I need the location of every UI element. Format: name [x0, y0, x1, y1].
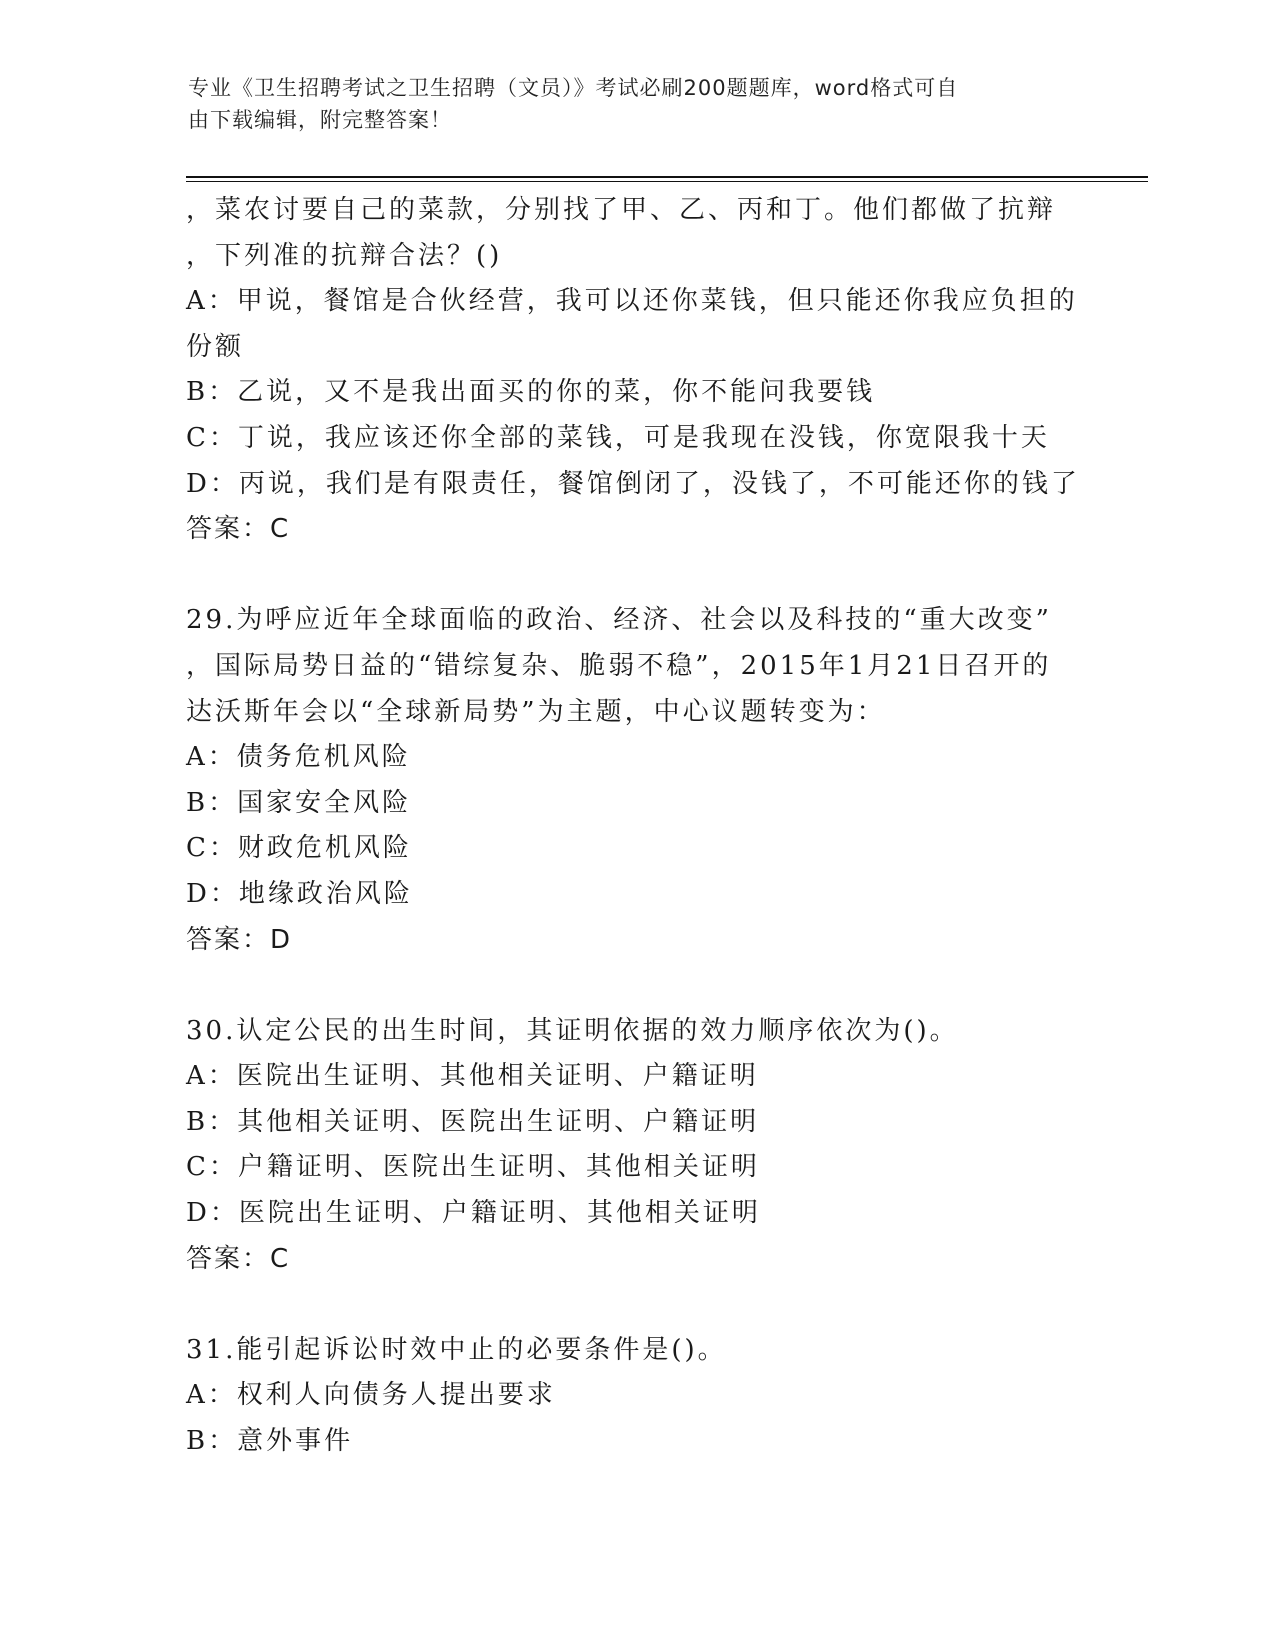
answer-label: 答案：C	[186, 1243, 291, 1274]
question-list	[186, 188, 1086, 1465]
option-d: D：医院出生证明、户籍证明、其他相关证明	[186, 1198, 761, 1229]
question-28	[186, 188, 1086, 553]
option-c: C：财政危机风险	[186, 833, 412, 864]
spacer	[186, 1282, 1086, 1328]
header-divider-thin	[186, 181, 1148, 182]
option-d: D：丙说，我们是有限责任，餐馆倒闭了，没钱了，不可能还你的钱了	[186, 468, 1080, 499]
option-a: A：权利人向债务人提出要求	[186, 1380, 556, 1411]
document-header	[188, 72, 1068, 136]
question-29	[186, 598, 1086, 963]
spacer	[186, 553, 1086, 599]
option-a: A：债务危机风险	[186, 742, 411, 773]
option-b: B：其他相关证明、医院出生证明、户籍证明	[186, 1106, 760, 1137]
header-title-line-2: 由下载编辑，附完整答案！	[188, 108, 452, 132]
header-title-line-1: 专业《卫生招聘考试之卫生招聘（文员）》考试必刷200题题库，word格式可自	[188, 76, 959, 100]
question-stem: 31.能引起诉讼时效中止的必要条件是()。	[186, 1334, 727, 1365]
question-30	[186, 1009, 1086, 1283]
option-b: B：意外事件	[186, 1426, 354, 1457]
question-stem: 达沃斯年会以“全球新局势”为主题，中心议题转变为：	[186, 696, 886, 727]
option-b: B：乙说，又不是我出面买的你的菜，你不能问我要钱	[186, 377, 876, 408]
option-d: D：地缘政治风险	[186, 878, 413, 909]
option-c: C：户籍证明、医院出生证明、其他相关证明	[186, 1152, 760, 1183]
question-31	[186, 1328, 1086, 1465]
spacer	[186, 963, 1086, 1009]
option-a: A：医院出生证明、其他相关证明、户籍证明	[186, 1061, 759, 1092]
option-a: A：甲说，餐馆是合伙经营，我可以还你菜钱，但只能还你我应负担的	[186, 286, 1078, 317]
question-stem: 29.为呼应近年全球面临的政治、经济、社会以及科技的“重大改变”	[186, 605, 1052, 636]
answer-label: 答案：C	[186, 514, 291, 545]
question-stem: ，菜农讨要自己的菜款，分别找了甲、乙、丙和丁。他们都做了抗辩	[186, 195, 1057, 225]
option-b: B：国家安全风险	[186, 787, 412, 818]
question-stem: ，国际局势日益的“错综复杂、脆弱不稳”，2015年1月21日召开的	[186, 650, 1052, 681]
header-divider-thick	[186, 176, 1148, 178]
option-a-continued: 份额	[186, 331, 245, 362]
option-c: C：丁说，我应该还你全部的菜钱，可是我现在没钱，你宽限我十天	[186, 422, 1050, 453]
answer-label: 答案：D	[186, 924, 293, 955]
question-stem: ，下列准的抗辩合法？()	[186, 240, 503, 271]
question-stem: 30.认定公民的出生时间，其证明依据的效力顺序依次为()。	[186, 1015, 959, 1046]
